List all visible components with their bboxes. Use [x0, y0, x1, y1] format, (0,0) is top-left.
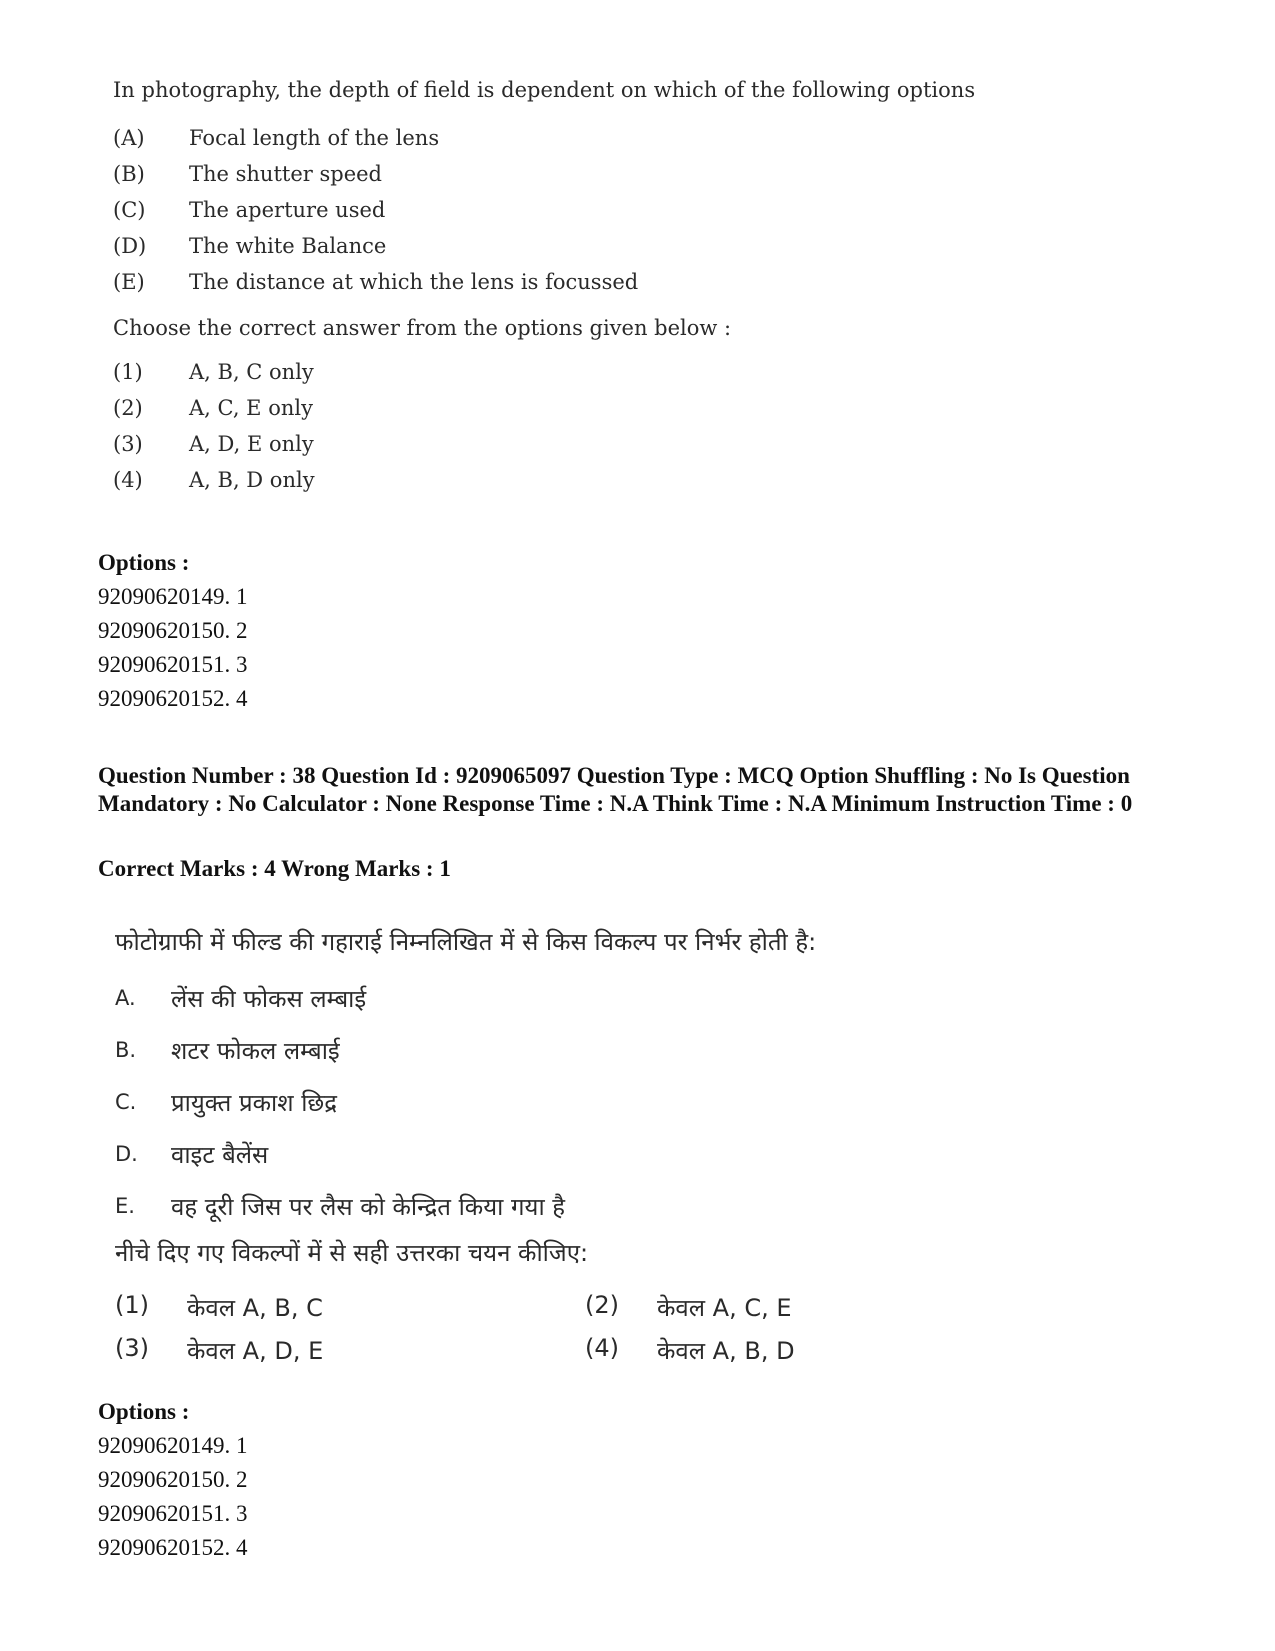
item-text: शटर फोकल लम्बाई [171, 1036, 340, 1065]
options-heading: Options : [98, 1399, 190, 1424]
item-label: E. [115, 1194, 135, 1218]
choice-text: केवल A, C, E [657, 1294, 792, 1322]
item-text: प्रायुक्त प्रकाश छिद्र [171, 1088, 338, 1117]
statement-item [113, 228, 975, 264]
item-label: (D) [113, 234, 147, 258]
statement-item [113, 192, 975, 228]
choice-text: A, D, E only [189, 432, 314, 456]
item-label: D. [115, 1142, 138, 1166]
statement-item [115, 1024, 885, 1076]
item-label: (A) [113, 126, 145, 150]
item-label: C. [115, 1090, 137, 1114]
item-text: The white Balance [189, 234, 387, 258]
choice-label: (1) [115, 1291, 149, 1319]
item-text: The aperture used [189, 198, 386, 222]
item-text: लेंस की फोकस लम्बाई [171, 984, 367, 1013]
answer-choices-grid [115, 1291, 885, 1367]
item-label: (B) [113, 162, 145, 186]
choice-label: (2) [585, 1291, 619, 1319]
choice-text: केवल A, B, C [187, 1294, 323, 1322]
choice-text: A, B, C only [189, 360, 314, 384]
choice-label: (3) [115, 1334, 149, 1362]
answer-choice [115, 1291, 585, 1324]
statement-item [115, 1076, 885, 1128]
choice-text: A, C, E only [189, 396, 313, 420]
answer-choice [113, 426, 975, 462]
choice-text: केवल A, D, E [187, 1337, 324, 1365]
answer-choice [585, 1291, 885, 1324]
options-heading: Options : [98, 550, 190, 575]
option-id: 92090620149. 1 [98, 584, 248, 609]
item-text: The distance at which the lens is focussed [189, 270, 639, 294]
hindi-question [115, 925, 885, 1367]
marks-line: Correct Marks : 4 Wrong Marks : 1 [98, 856, 451, 881]
option-id: 92090620150. 2 [98, 1467, 248, 1492]
item-label: B. [115, 1038, 137, 1062]
statement-item [115, 1180, 885, 1232]
item-text: The shutter speed [189, 162, 382, 186]
question-stem: In photography, the depth of field is dependent on which of the following options [113, 78, 976, 102]
item-label: A. [115, 986, 136, 1010]
option-id: 92090620150. 2 [98, 618, 248, 643]
item-text: वाइट बैलेंस [171, 1140, 269, 1169]
item-label: (C) [113, 198, 146, 222]
statement-item [113, 156, 975, 192]
choice-label: (1) [113, 360, 143, 384]
answer-choice [113, 354, 975, 390]
choice-label: (4) [113, 468, 143, 492]
question-stem-hindi: फोटोग्राफी में फील्ड की गहाराई निम्नलिखित में से किस विकल्प पर निर्भर होती है: [115, 928, 817, 956]
option-id: 92090620151. 3 [98, 1501, 248, 1526]
options-block [98, 1395, 248, 1565]
choice-text: केवल A, B, D [657, 1337, 795, 1365]
answer-choice [115, 1334, 585, 1367]
english-question [113, 78, 975, 498]
answer-choice [585, 1334, 885, 1367]
answer-choice [113, 462, 975, 498]
statement-item [115, 972, 885, 1024]
choice-label: (4) [585, 1334, 619, 1362]
question-header: Question Number : 38 Question Id : 9209065097 Question Type : MCQ Option Shuffling : No Is Question Mandatory : No Calculator : None Response Time : N.A Think Time : N.A Minimum Instruction Time : 0 [98, 763, 1133, 816]
choice-label: (2) [113, 396, 143, 420]
choice-text: A, B, D only [189, 468, 315, 492]
statement-item [113, 264, 975, 300]
option-id: 92090620152. 4 [98, 1535, 248, 1560]
statement-item [115, 1128, 885, 1180]
option-id: 92090620152. 4 [98, 686, 248, 711]
item-text: Focal length of the lens [189, 126, 440, 150]
option-id: 92090620151. 3 [98, 652, 248, 677]
item-label: (E) [113, 270, 145, 294]
answer-choice [113, 390, 975, 426]
item-text: वह दूरी जिस पर लैस को केन्द्रित किया गया है [171, 1192, 566, 1221]
options-block [98, 546, 248, 716]
answer-prompt-hindi: नीचे दिए गए विकल्पों में से सही उत्तरका चयन कीजिए: [115, 1239, 589, 1267]
choice-label: (3) [113, 432, 143, 456]
statement-item [113, 120, 975, 156]
option-id: 92090620149. 1 [98, 1433, 248, 1458]
answer-prompt: Choose the correct answer from the options given below : [113, 316, 732, 340]
